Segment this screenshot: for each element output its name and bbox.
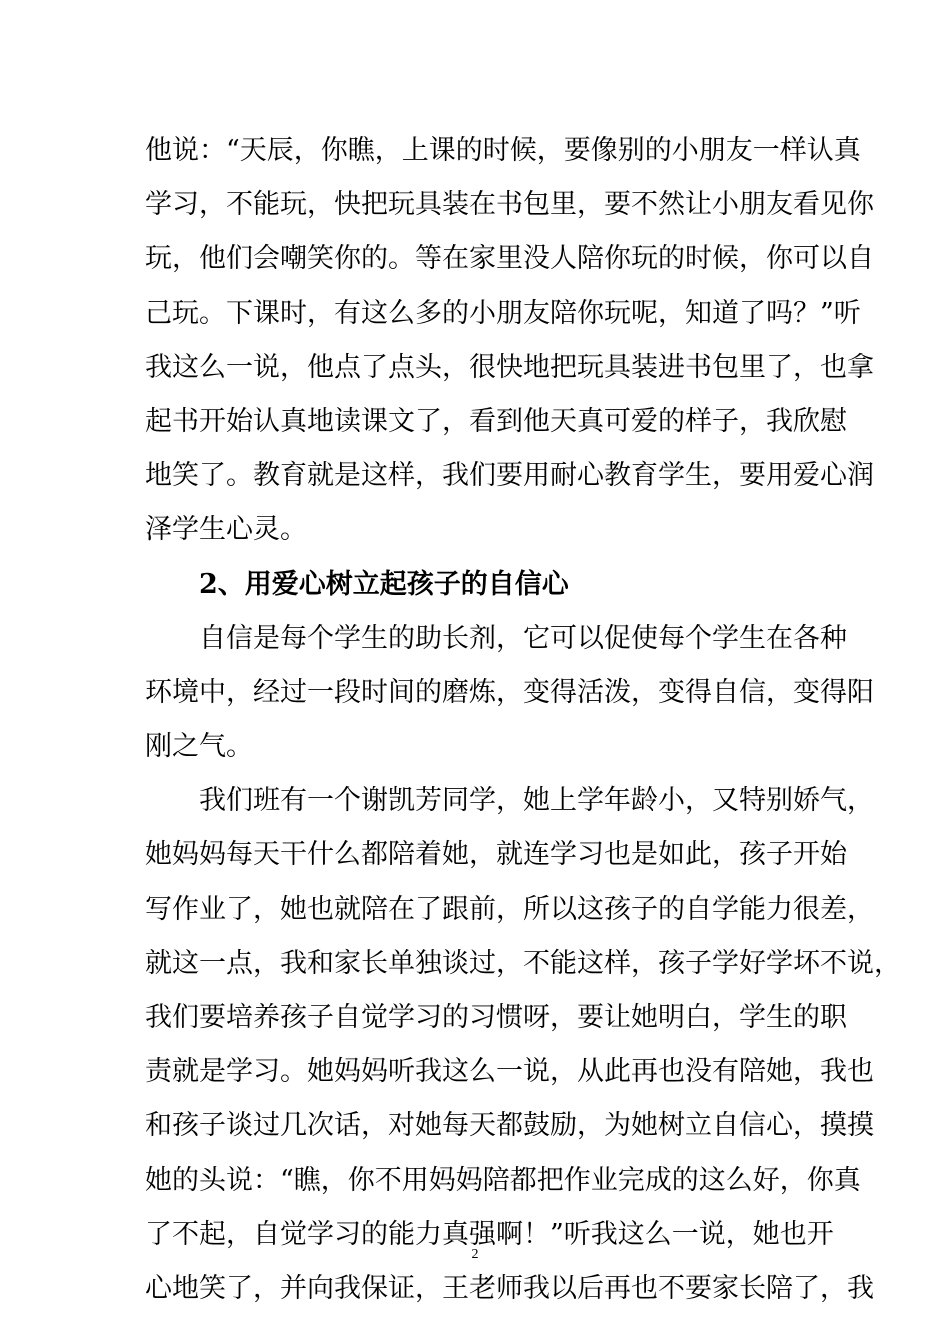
text-line: 学习，不能玩，快把玩具装在书包里，要不然让小朋友看见你 — [145, 189, 874, 221]
text-line: 她妈妈每天干什么都陪着她，就连学习也是如此，孩子开始 — [145, 839, 847, 871]
text-line: 泽学生心灵。 — [145, 514, 307, 546]
text-line: 自信是每个学生的助长剂，它可以促使每个学生在各种 — [199, 622, 847, 654]
text-line: 我们班有一个谢凯芳同学，她上学年龄小，又特别娇气， — [199, 785, 874, 817]
text-line: 地笑了。教育就是这样，我们要用耐心教育学生，要用爱心润 — [145, 460, 874, 492]
text-line: 我们要培养孩子自觉学习的习惯呀，要让她明白，学生的职 — [145, 1002, 847, 1033]
text-line: 心地笑了，并向我保证，王老师我以后再也不要家长陪了，我 — [145, 1272, 874, 1304]
text-line: 己玩。下课时，有这么多的小朋友陪你玩呢，知道了吗？”听 — [145, 297, 861, 329]
text-line: 环境中，经过一段时间的磨炼，变得活泼，变得自信，变得阳 — [145, 676, 874, 708]
text-line: 和孩子谈过几次话，对她每天都鼓励，为她树立自信心，摸摸 — [145, 1110, 874, 1142]
text-line: 了不起，自觉学习的能力真强啊！”听我这么一说，她也开 — [145, 1218, 834, 1250]
document-page — [145, 124, 901, 1316]
text-line: 刚之气。 — [145, 731, 253, 763]
section-heading — [145, 558, 817, 612]
text-line: 写作业了，她也就陪在了跟前，所以这孩子的自学能力很差， — [145, 893, 874, 925]
heading-text: 2、用爱心树立起孩子的自信心 — [199, 568, 569, 600]
text-line: 责就是学习。她妈妈听我这么一说，从此再也没有陪她，我也 — [145, 1056, 874, 1088]
text-line: 我这么一说，他点了点头，很快地把玩具装进书包里了，也拿 — [145, 351, 874, 383]
paragraph-1 — [145, 124, 874, 558]
text-line: 她的头说：“瞧，你不用妈妈陪都把作业完成的这么好，你真 — [145, 1164, 861, 1196]
paragraph-2 — [145, 612, 874, 775]
text-line: 就这一点，我和家长单独谈过，不能这样，孩子学好学坏不说， — [145, 947, 901, 979]
text-line: 玩，他们会嘲笑你的。等在家里没人陪你玩的时候，你可以自 — [145, 243, 874, 275]
text-line: 他说：“天辰，你瞧，上课的时候，要像别的小朋友一样认真 — [145, 135, 861, 166]
page-number: 2 — [471, 1247, 479, 1262]
paragraph-3 — [145, 774, 901, 1316]
text-line: 起书开始认真地读课文了，看到他天真可爱的样子，我欣慰 — [145, 405, 847, 437]
